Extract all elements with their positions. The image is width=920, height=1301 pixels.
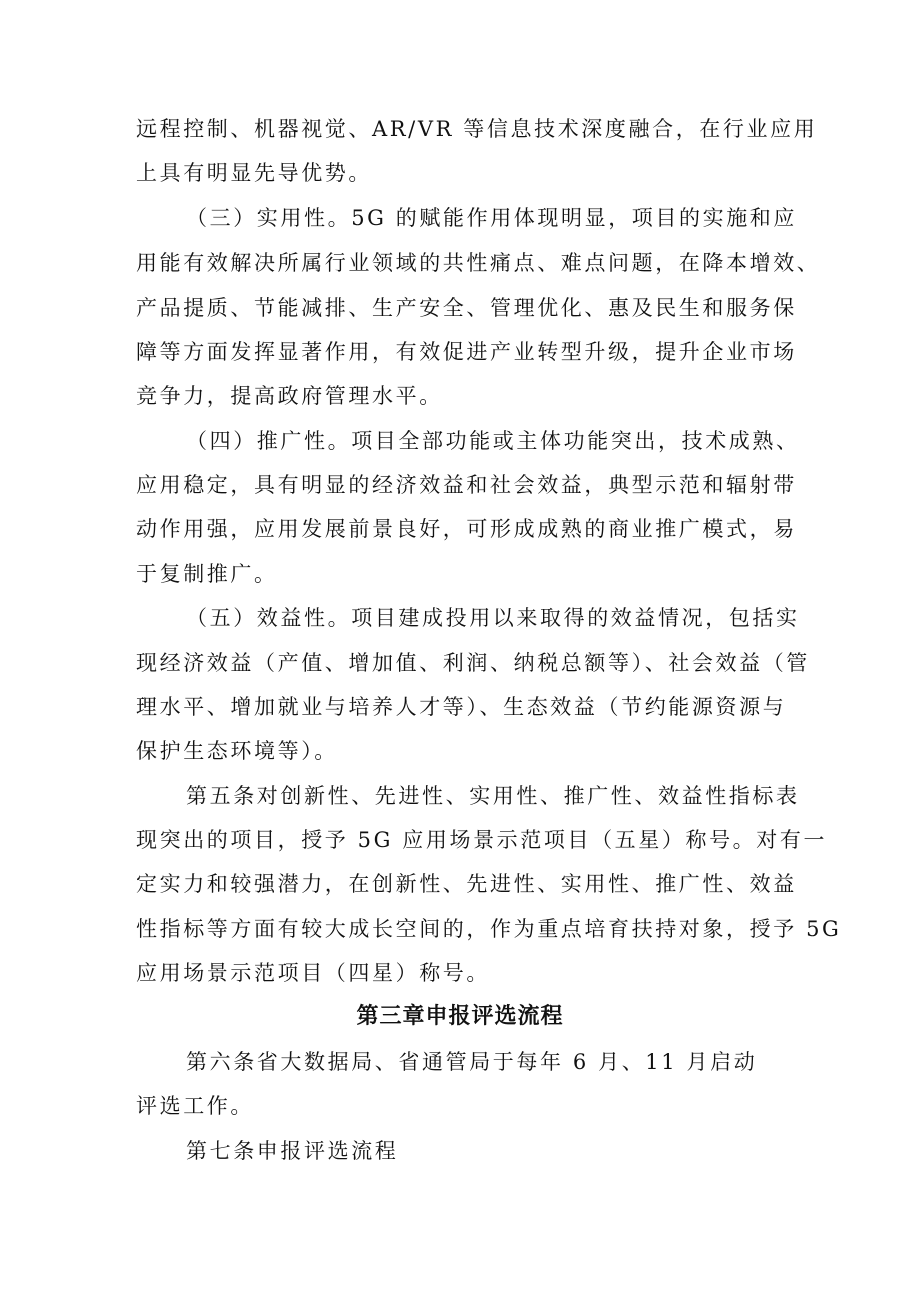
chapter-heading: 第三章申报评选流程 bbox=[356, 1004, 564, 1029]
paragraph-line: 于复制推广。 bbox=[136, 562, 278, 586]
paragraph-line: 应用稳定，具有明显的经济效益和社会效益，典型示范和辐射带 bbox=[136, 473, 797, 497]
paragraph-line: 上具有明显先导优势。 bbox=[136, 161, 372, 185]
paragraph-line: （四）推广性。项目全部功能或主体功能突出，技术成熟、 bbox=[186, 429, 800, 453]
paragraph-line: 第七条申报评选流程 bbox=[186, 1139, 399, 1163]
paragraph-line: 第五条对创新性、先进性、实用性、推广性、效益性指标表 bbox=[186, 784, 800, 808]
paragraph-line: 产品提质、节能减排、生产安全、管理优化、惠及民生和服务保 bbox=[136, 296, 797, 320]
paragraph-line: 理水平、增加就业与培养人才等）、生态效益（节约能源资源与 bbox=[136, 695, 787, 719]
paragraph-line: 用能有效解决所属行业领域的共性痛点、难点问题，在降本增效、 bbox=[136, 251, 821, 275]
paragraph-line: 评选工作。 bbox=[136, 1094, 254, 1118]
paragraph-line: 性指标等方面有较大成长空间的，作为重点培育扶持对象，授予 5G bbox=[136, 917, 842, 941]
paragraph-line: 障等方面发挥显著作用，有效促进产业转型升级，提升企业市场 bbox=[136, 340, 797, 364]
paragraph-line: 竞争力，提高政府管理水平。 bbox=[136, 384, 443, 408]
paragraph-line: （五）效益性。项目建成投用以来取得的效益情况，包括实 bbox=[186, 606, 800, 630]
paragraph-line: 应用场景示范项目（四星）称号。 bbox=[136, 961, 490, 985]
paragraph-line: 远程控制、机器视觉、AR/VR 等信息技术深度融合，在行业应用 bbox=[136, 117, 818, 141]
paragraph-line: 动作用强，应用发展前景良好，可形成成熟的商业推广模式，易 bbox=[136, 517, 797, 541]
paragraph-line: 保护生态环境等）。 bbox=[136, 739, 338, 763]
paragraph-line: 定实力和较强潜力，在创新性、先进性、实用性、推广性、效益 bbox=[136, 872, 797, 896]
paragraph-line: 现经济效益（产值、增加值、利润、纳税总额等）、社会效益（管 bbox=[136, 651, 810, 675]
paragraph-line: （三）实用性。5G 的赋能作用体现明显，项目的实施和应 bbox=[186, 206, 798, 230]
paragraph-line: 现突出的项目，授予 5G 应用场景示范项目（五星）称号。对有一 bbox=[136, 828, 828, 852]
paragraph-line: 第六条省大数据局、省通管局于每年 6 月、11 月启动 bbox=[186, 1050, 758, 1074]
